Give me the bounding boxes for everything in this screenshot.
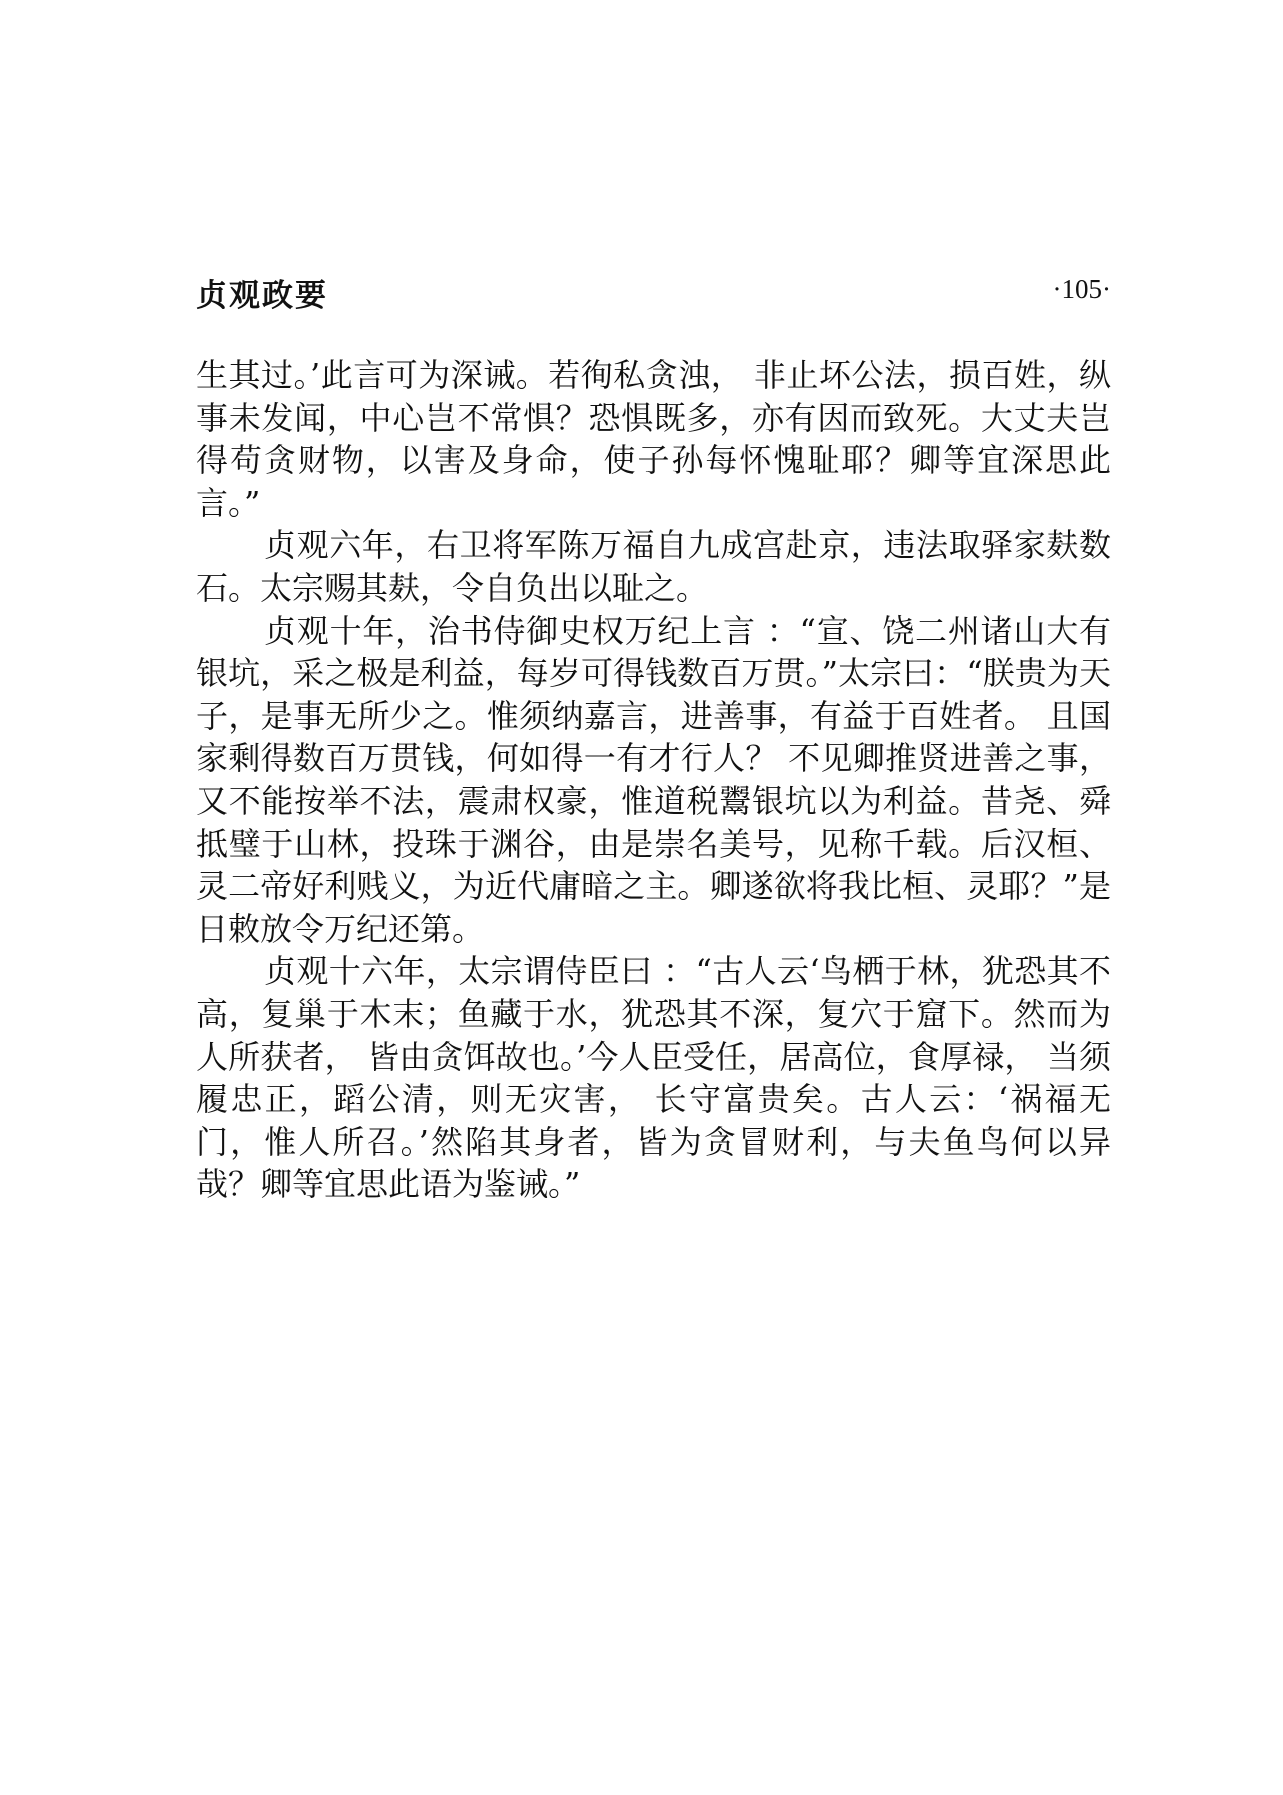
page-number: ·105·	[1052, 274, 1111, 304]
paragraph: 贞观六年，右卫将军陈万福自九成宫赴京，违法取驿家麸数石。太宗赐其麸，令自负出以耻之。	[196, 526, 1111, 607]
paragraph: 贞观十六年，太宗谓侍臣曰 ：“古人云‘鸟栖于林，犹恐其不高，复巢于木末；鱼藏于水，犹恐其不深，复穴于窟下。然而为人所获者， 皆由贪饵故也。’今人臣受任，居高位，食厚禄， 当须履忠正，蹈公清，则无灾害， 长守富贵矣。古人云：‘祸福无门，惟人所召。’然陷其身者，皆为贪冒财利，与夫鱼鸟何以异哉？卿等宜思此语为鉴诫。”	[196, 952, 1111, 1204]
paragraph: 贞观十年，治书侍御史权万纪上言 ：“宣、饶二州诸山大有银坑，采之极是利益，每岁可得钱数百万贯。”太宗曰：“朕贵为天子，是事无所少之。惟须纳嘉言，进善事，有益于百姓者。 且国家剩得数百万贯钱，何如得一有才行人？ 不见卿推贤进善之事，又不能按举不法，震肃权豪，惟道税鬻银坑以为利益。昔尧、舜抵璧于山林，投珠于渊谷，由是崇名美号，见称千载。后汉桓、灵二帝好利贱义，为近代庸暗之主。卿遂欲将我比桓、灵耶？”是日敕放令万纪还第。	[196, 611, 1111, 948]
body-text	[196, 354, 1111, 1206]
book-title: 贞观政要	[196, 278, 328, 314]
paragraph-continued: 生其过。’此言可为深诫。若徇私贪浊， 非止坏公法，损百姓，纵事未发闻，中心岂不常惧？恐惧既多，亦有因而致死。大丈夫岂得苟贪财物，以害及身命，使子孙每怀愧耻耶？卿等宜深思此言。”	[196, 356, 1111, 522]
running-head	[196, 270, 1111, 314]
